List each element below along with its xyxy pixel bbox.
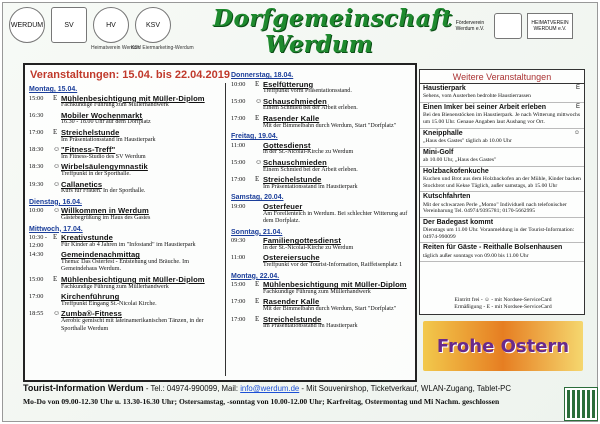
event-time: 18:55 [29,310,44,318]
event-title: Osterfeuer [263,201,303,211]
event-badge-icon: E [255,297,260,306]
event-badge-icon: ☺ [53,145,61,154]
event-body [61,293,225,308]
more-event-description: Dienstags um 11.00 Uhr. Voranmeldung in der Tourist-Information: 04974-990099 [423,227,575,240]
event-description: Im Fitness-Studio des SV Werdum [61,153,146,160]
event-title: Rasender Kalle [263,113,320,123]
day-heading: Montag, 15.04. [29,86,78,93]
event-description: Fachkundige Führung zum Müllerhandwerk [61,102,169,109]
event-title: Gottesdienst [263,140,311,150]
event-body [263,98,411,113]
more-event-item [420,103,584,129]
event-title: Mühlenbesichtigung mit Müller-Diplom [263,280,407,290]
note-free-entry: Eintritt frei - ☺ - mit Nordsee-ServiceCard [454,297,552,303]
day-heading: Freitag, 19.04. [231,133,278,141]
event-badge-icon: E [255,314,260,323]
event-row [231,98,411,113]
event-time: 17:00 [29,293,44,301]
event-description: Einem Schmied bei der Arbeit erleben. [263,105,358,112]
more-event-title: Holzbackofenkuche [423,167,489,175]
event-time: 14:30 [29,251,44,259]
event-body [263,254,411,269]
event-time: 09:30 [231,237,246,245]
easter-banner [423,321,583,371]
event-description: Einem Schmied bei der Arbeit erleben. [263,166,358,173]
event-row [231,203,411,226]
event-badge-icon: E [255,113,260,122]
event-description: in der St.-Nicolai-Kirche zu Werdum [263,244,354,251]
event-badge-icon [255,237,263,252]
event-title: Schauschmieden [263,157,327,167]
opening-hours: Mo-Do von 09.00-12.30 Uhr u. 13.30-16.30 Uhr; Ostersamstag, -sonntag von 10.00-12.00 Uhr; Karfreitag, Ostermontag und Mi Nachm. geschlossen [23,397,500,406]
ksv-logo: KSV [135,7,171,43]
title-line1: Dorfgemeinschaft [213,5,453,32]
footer [23,383,563,417]
event-badge-icon: ☺ [255,96,263,105]
day-heading: Sonntag, 21.04. [231,228,283,236]
event-time: 10:00 [231,80,246,88]
event-time: 18:30 [29,146,44,154]
event-title: Mühlenbesichtigung mit Müller-Diplom [61,93,205,103]
event-title: Rasender Kalle [263,297,320,307]
event-time: 18:30 [29,163,44,171]
event-badge-icon [255,142,263,157]
event-row [29,251,225,274]
event-title: Schauschmieden [263,96,327,106]
more-event-title: Mini-Golf [423,148,454,156]
event-title: Mühlenbesichtigung mit Müller-Diplom [61,275,205,285]
event-row [29,310,225,333]
events-column-right [231,69,411,333]
more-event-description: Kuchen und Brot aus dem Holzbackofen an der Mühle, Kinder backen Stockbrot und Kekse Täglich, außer samstags, ab 15.00 Uhr [423,176,581,189]
event-title: Streichelstunde [263,175,322,185]
event-row [29,112,225,127]
more-event-title: Der Badegast kommt [423,218,494,226]
flyer-page [2,2,598,422]
event-row [29,146,225,161]
more-event-description: Sehens, vom Austerben bedrohte Haustierrassen [423,93,531,100]
event-title: Streichelstunde [61,127,120,137]
event-title: Kreativstunde [61,233,113,243]
event-description: Im Präsentationsstand im Haustierpark [263,183,358,190]
event-row [231,142,411,157]
day-heading: Mittwoch, 17.04. [29,225,83,233]
event-body [61,112,225,127]
events-heading: Veranstaltungen: 15.04. bis 22.04.2019 [30,69,230,81]
heimatverein-werdum-logo: HEIMATVEREIN WERDUM e.V. [527,13,573,39]
event-body [263,115,411,130]
more-event-title: Kutschfahrten [423,193,471,201]
event-body [61,234,225,249]
event-title: Zumba®-Fitness [61,309,123,319]
event-description: Am Forellenteich in Werdum. Bei schlechter Witterung auf dem Dorfplatz. [263,210,408,225]
more-event-item [420,218,584,244]
event-body [61,146,225,161]
event-badge-icon: E [53,233,58,242]
left-logo-row [9,7,171,43]
events-box [23,63,417,382]
event-row [231,298,411,313]
werdum-logo: WERDUM [9,7,45,43]
event-description: in der St.-Nicolai-Kirche zu Werdum [263,149,354,156]
event-row [231,281,411,296]
horse-logo [494,13,522,39]
event-row [29,234,225,249]
event-body [263,203,411,226]
more-event-item [420,148,584,167]
event-body [263,316,411,331]
event-body [61,251,225,274]
footer-contact-line [23,383,563,394]
event-description: Fachkundige Führung zum Müllerhandwerk [61,283,169,290]
event-time: 15:00 [29,94,44,102]
event-title: Eselfütterung [263,79,314,89]
more-events-box [419,69,585,315]
event-badge-icon: ☺ [53,179,61,188]
event-description: Im Präsentationsstand im Haustierpark [61,136,156,143]
more-event-title: Kneipphalle [423,129,463,137]
title-line2: Werdum [265,31,373,58]
event-row [231,81,411,96]
event-title: Streichelstunde [263,314,322,324]
foerderverein-logo: Förderverein Werdum e.V. [455,20,485,32]
event-row [29,129,225,144]
event-description: Treffpunkt vor der Tourist-Information, Raiffeisenplatz 1 [263,262,403,269]
more-event-badge-icon: E [575,85,580,91]
event-time: 10:00 [29,207,44,215]
event-row [29,207,225,222]
more-event-title: Einen Imker bei seiner Arbeit erleben [423,104,547,111]
event-badge-icon: ☺ [53,309,61,318]
event-description: Mit der Bimmelbahn durch Werdum, Start "Dorfplatz" [263,306,397,313]
day-heading: Donnerstag, 18.04. [231,72,294,79]
day-heading: Samstag, 20.04. [231,194,284,202]
event-row [29,163,225,178]
event-time: 19:30 [29,180,44,188]
day-heading: Montag, 22.04. [231,272,280,280]
event-description: Im Präsentationsstand im Haustierpark [263,323,358,330]
footer-services: - Mit Souvenirshop, Ticketverkauf, WLAN-Zugang, Tablet-PC [299,384,512,393]
more-event-description: ab 10.00 Uhr, „Haus des Gastes" [423,157,497,163]
sv-logo: SV [51,7,87,43]
event-title: Mobiler Wochenmarkt [61,110,143,120]
event-badge-icon: E [255,280,260,289]
event-row [231,316,411,331]
event-time: 15:00 [231,158,246,166]
heimatverein-caption: Heimatverein Werdum [91,45,141,51]
more-events-title: Weitere Veranstaltungen [420,70,584,84]
event-badge-icon: E [53,127,58,136]
event-badge-icon: ☺ [255,157,263,166]
event-title: Wirbelsäulengymnastik [61,162,148,172]
more-event-title: Haustierpark [423,85,466,92]
event-description: Fachkundige Führung zum Müllerhandwerk [263,288,371,295]
event-badge-icon [53,251,61,274]
event-body [61,310,225,333]
event-body [263,176,411,191]
event-body [263,298,411,313]
more-event-badge-icon: ☺ [573,129,580,136]
event-time: 17:00 [231,315,246,323]
event-row [29,181,225,196]
more-events-list [420,84,584,262]
card-notes [423,297,583,310]
event-badge-icon [255,203,263,226]
event-description: Treffpunkt vorm Präsentationsstand. [263,88,352,95]
footer-tel: - Tel.: 04974-990099, Mail: [143,384,241,393]
event-row [29,293,225,308]
event-time: 15:00 [231,97,246,105]
ksv-caption: KSV Eiermarketing-Werdum [131,45,194,51]
event-badge-icon: E [53,275,58,284]
event-time: 19:00 [231,202,246,210]
event-row [231,254,411,269]
event-time: 16:30 [29,111,44,119]
more-event-badge-icon: E [575,104,580,110]
event-body [263,237,411,252]
event-description: 16.30 - 18.00 Uhr auf dem Dorfplatz [61,119,151,126]
event-description: Kurs für Frauen. In der Sporthalle. [61,188,146,195]
event-body [61,95,225,110]
event-badge-icon: ☺ [53,162,61,171]
event-badge-icon: ☺ [53,206,61,215]
event-row [29,95,225,110]
event-badge-icon: E [255,79,260,88]
event-body [61,207,225,222]
event-body [263,81,411,96]
event-badge-icon [53,293,61,308]
event-time: 17:00 [231,176,246,184]
event-row [231,237,411,252]
event-body [61,276,225,291]
event-body [61,163,225,178]
event-title: "Fitness-Treff" [61,145,116,155]
event-badge-icon: E [255,175,260,184]
email-link[interactable]: info@werdum.de [240,384,300,393]
event-time: 10:30 - 12:00 [29,234,48,249]
event-time: 17:00 [29,128,44,136]
tourist-info-name: Tourist-Information Werdum [23,383,144,393]
event-title: Callanetics [61,179,103,189]
event-time: 17:00 [231,114,246,122]
more-event-description: Bei den Bienenstöcken im Haustierpark. Je nach Witterung mittwochs um 15.00 Uhr. Genaue Angaben laut Aushang vor Ort. [423,112,581,125]
event-body [263,159,411,174]
easter-text: Frohe Ostern [436,335,570,357]
more-event-item [420,84,584,103]
event-time: 15:00 [231,281,246,289]
event-title: Ostereiersuche [263,253,320,263]
event-row [29,276,225,291]
event-row [231,115,411,130]
event-description: Mit der Bimmelbahn durch Werdum, Start "Dorfplatz" [263,122,397,129]
event-description: Thema: Das Osterfest - Entstehung und Bräuche. Im Gemeindehaus Werdum. [61,258,189,273]
event-description: Gästebegrüßung im Haus des Gastes [61,214,151,221]
event-row [231,159,411,174]
events-column-left [29,83,226,376]
event-title: Willkommen in Werdum [61,206,149,216]
event-body [61,129,225,144]
event-body [263,142,411,157]
event-description: Treffpunkt Eingang St.-Nicolai Kirche. [61,300,157,307]
more-event-title: Reiten für Gäste - Reithalle Bolsenhausen [423,244,563,252]
more-event-item [420,167,584,193]
event-time: 15:00 [29,276,44,284]
event-description: Für Kinder ab 4 Jahren im "Infostand" im Haustierpark [61,241,196,248]
more-event-description: täglich außer sonntags von 09.00 bis 11.00 Uhr [423,252,529,259]
more-event-item [420,192,584,218]
event-body [61,181,225,196]
more-event-item [420,129,584,148]
event-title: Gemeindenachmittag [61,250,141,260]
event-badge-icon: E [53,93,58,102]
more-event-description: „Haus des Gastes" täglich ab 10.00 Uhr [423,138,512,144]
event-description: Treffpunkt in der Sporthalle. [61,170,131,177]
event-title: Kirchenführung [61,292,120,302]
day-heading: Dienstag, 16.04. [29,198,82,206]
event-title: Familiengottesdienst [263,236,341,246]
right-logo-row [451,13,573,39]
more-event-item [420,243,584,262]
event-badge-icon [255,254,263,269]
heimatverein-logo: HV [93,7,129,43]
event-time: 11:00 [231,141,246,149]
event-time: 11:00 [231,254,246,262]
note-discount: Ermäßigung - E - mit Nordsee-ServiceCard [454,303,552,310]
qr-code-icon [565,388,597,420]
more-event-description: Mit der schwarzen Perle „Momo" Individuell nach telefonischer Vereinbarung Tel. 04974/9395781; 0170-5662995 [423,201,567,215]
event-time: 17:00 [231,298,246,306]
event-description: Aerobic gemischt mit lateinamerikanischen Tänzen, in der Sporthalle Werdum [61,318,204,332]
event-badge-icon [53,112,61,127]
event-row [231,176,411,191]
event-body [263,281,411,296]
